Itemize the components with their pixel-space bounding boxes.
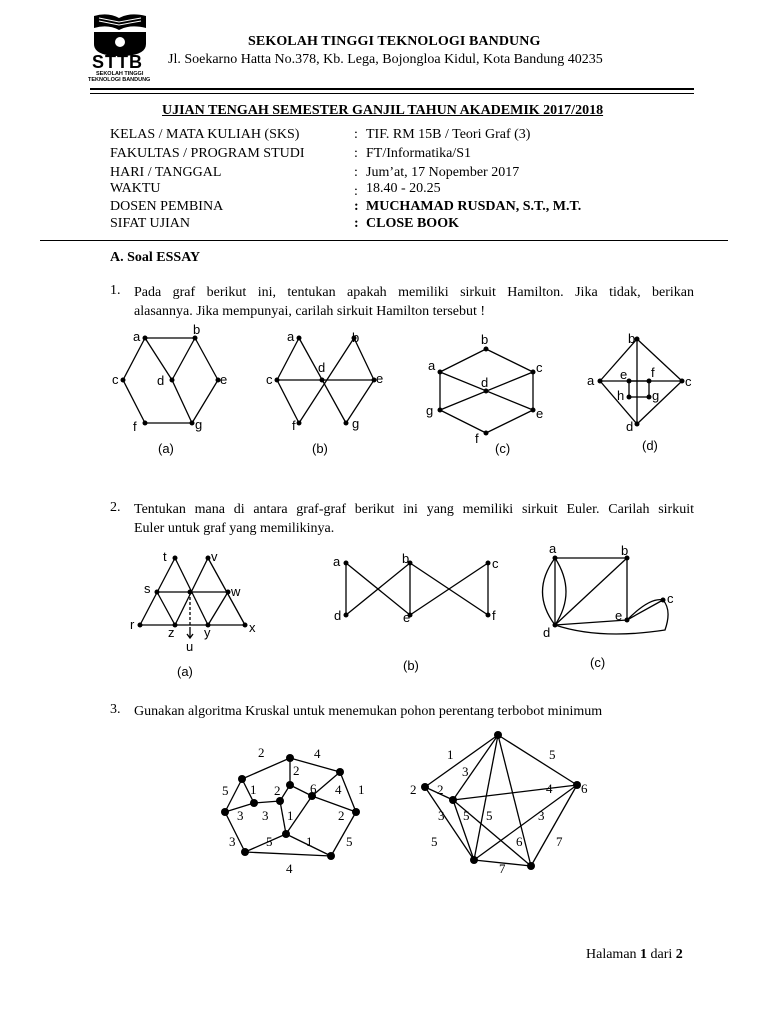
vertex-label: c — [492, 556, 499, 571]
vertex-label: f — [292, 418, 296, 433]
edge-weight: 5 — [266, 834, 273, 849]
graph-caption: (c) — [590, 655, 606, 670]
q2-labels — [130, 541, 674, 679]
edge-weight: 2 — [410, 782, 417, 797]
question-number: 3. — [110, 702, 121, 717]
question-line: Euler untuk graf yang memilikinya. — [134, 521, 335, 536]
logo-subtitle-2: TEKNOLOGI BANDUNG — [88, 77, 151, 83]
graph-caption: (a) — [158, 441, 174, 456]
vertex-label: c — [536, 360, 543, 375]
q2-graph-b — [346, 563, 488, 615]
vertex-label: g — [426, 403, 434, 418]
info-colon: : — [354, 184, 358, 199]
edge-weight: 2 — [274, 783, 281, 798]
edge-weight: 3 — [237, 808, 244, 823]
edge-weight: 7 — [499, 861, 506, 876]
edge-weight: 3 — [538, 808, 545, 823]
edge-weight: 2 — [338, 808, 345, 823]
q3-weights — [222, 745, 588, 876]
logo-subtitle-1: SEKOLAH TINGGI — [96, 71, 144, 77]
q2-graph-c — [543, 558, 669, 634]
edge-weight: 5 — [486, 808, 493, 823]
vertex-label: e — [403, 610, 411, 625]
vertex-label: b — [352, 330, 360, 345]
vertex-label: d — [543, 625, 551, 640]
vertex-label: a — [428, 358, 436, 373]
vertex-label: c — [266, 372, 273, 387]
question-3-text — [134, 702, 694, 721]
vertex-label: e — [536, 406, 544, 421]
vertex-label: b — [402, 551, 410, 566]
vertex-label: b — [628, 331, 636, 346]
edge-weight: 1 — [447, 747, 454, 762]
info-colon: : — [354, 216, 359, 231]
info-colon: : — [354, 146, 358, 161]
vertex-label: d — [481, 375, 489, 390]
info-value: Jum’at, 17 Nopember 2017 — [366, 165, 520, 180]
edge-weight: 3 — [229, 834, 236, 849]
info-colon: : — [354, 165, 358, 180]
edge-weight: 4 — [314, 746, 321, 761]
vertex-label: d — [334, 608, 342, 623]
vertex-label: d — [626, 419, 634, 434]
school-address: Jl. Soekarno Hatta No.378, Kb. Lega, Bojongloa Kidul, Kota Bandung 40235 — [168, 52, 603, 67]
vertex-label: f — [133, 419, 137, 434]
edge-weight: 5 — [431, 834, 438, 849]
question-line: Pada graf berikut ini, tentukan apakah memiliki sirkuit Hamilton. Jika tidak, berikan — [134, 285, 694, 300]
q2-graph-a — [140, 558, 245, 638]
school-name: SEKOLAH TINGGI TEKNOLOGI BANDUNG — [248, 34, 541, 49]
info-label: DOSEN PEMBINA — [110, 199, 224, 214]
graph-caption: (c) — [495, 441, 511, 456]
vertex-label: c — [667, 591, 674, 606]
vertex-label: a — [333, 554, 341, 569]
edge-weight: 1 — [287, 808, 294, 823]
vertex-label: d — [157, 373, 165, 388]
edge-weight: 4 — [286, 861, 293, 876]
question-line: alasannya. Jika mempunyai, carilah sirkuit Hamilton tersebut ! — [134, 304, 486, 319]
info-value: CLOSE BOOK — [366, 216, 459, 231]
edge-weight: 2 — [437, 782, 444, 797]
q1-graph-b — [277, 338, 374, 423]
vertex-label: x — [249, 620, 256, 635]
vertex-label: d — [318, 360, 326, 375]
q1-labels — [112, 322, 692, 456]
vertex-label: e — [620, 367, 628, 382]
vertex-label: w — [231, 584, 241, 599]
vertex-label: s — [144, 581, 151, 596]
vertex-label: t — [163, 549, 167, 564]
vertex-label: g — [195, 417, 203, 432]
edge-weight: 6 — [516, 834, 523, 849]
vertex-label: f — [651, 365, 655, 380]
question-line: Gunakan algoritma Kruskal untuk menemukan pohon perentang terbobot minimum — [134, 704, 603, 719]
graph-vertices — [121, 336, 685, 871]
vertex-label: c — [112, 372, 119, 387]
vertex-label: v — [211, 549, 218, 564]
question-2-text — [134, 500, 694, 538]
info-value: 18.40 - 20.25 — [366, 181, 441, 196]
exam-title: UJIAN TENGAH SEMESTER GANJIL TAHUN AKADEMIK 2017/2018 — [162, 103, 604, 118]
vertex-label: e — [220, 372, 228, 387]
graph-caption: (b) — [403, 658, 419, 673]
info-label: SIFAT UJIAN — [110, 216, 190, 231]
edge-weight: 4 — [335, 782, 342, 797]
footer-prefix: Halaman — [586, 947, 641, 962]
info-label: KELAS / MATA KULIAH (SKS) — [110, 127, 300, 142]
vertex-label: f — [475, 431, 479, 446]
vertex-label: b — [621, 543, 629, 558]
info-value: FT/Informatika/S1 — [366, 146, 471, 161]
section-title: A. Soal ESSAY — [110, 250, 201, 265]
vertex-label: a — [133, 329, 141, 344]
edge-weight: 2 — [293, 763, 300, 778]
vertex-label: b — [481, 332, 489, 347]
info-label: FAKULTAS / PROGRAM STUDI — [110, 146, 305, 161]
vertex-label: e — [615, 608, 623, 623]
vertex-label: c — [685, 374, 692, 389]
info-value: MUCHAMAD RUSDAN, S.T., M.T. — [366, 199, 582, 214]
info-value: TIF. RM 15B / Teori Graf (3) — [366, 127, 531, 142]
question-line: Tentukan mana di antara graf-graf berikut ini yang memiliki sirkuit Euler. Carilah sirkuit — [134, 502, 694, 517]
info-colon: : — [354, 199, 359, 214]
vertex-label: z — [168, 625, 175, 640]
question-number: 1. — [110, 283, 121, 298]
graph-caption: (b) — [312, 441, 328, 456]
edge-weight: 6 — [310, 781, 317, 796]
edge-weight: 5 — [549, 747, 556, 762]
vertex-label: g — [652, 388, 660, 403]
edge-weight: 3 — [438, 808, 445, 823]
logo-wordmark: STTB — [92, 52, 143, 72]
edge-weight: 5 — [222, 783, 229, 798]
info-label: WAKTU — [110, 181, 161, 196]
vertex-label: b — [193, 322, 201, 337]
footer-mid: dari — [647, 947, 676, 962]
vertex-label: a — [549, 541, 557, 556]
vertex-label: a — [587, 373, 595, 388]
edge-weight: 3 — [462, 764, 469, 779]
edge-weight: 1 — [358, 782, 365, 797]
vertex-label: f — [492, 608, 496, 623]
vertex-label: h — [617, 388, 625, 403]
edge-weight: 3 — [262, 808, 269, 823]
vertex-label: y — [204, 625, 211, 640]
info-colon: : — [354, 127, 358, 142]
edge-weight: 4 — [546, 781, 553, 796]
q1-graph-d — [600, 339, 682, 424]
edge-weight: 1 — [250, 782, 257, 797]
vertex-label: g — [352, 416, 360, 431]
vertex-label: r — [130, 617, 135, 632]
question-number: 2. — [110, 500, 121, 515]
edge-weight: 2 — [258, 745, 265, 760]
edge-weight: 1 — [306, 834, 313, 849]
footer-total: 2 — [675, 947, 683, 962]
graph-caption: (d) — [642, 438, 658, 453]
page-footer — [586, 947, 683, 963]
graph-caption: (a) — [177, 664, 193, 679]
edge-weight: 5 — [463, 808, 470, 823]
footer-page: 1 — [640, 947, 648, 962]
edge-weight: 7 — [556, 834, 563, 849]
vertex-label: u — [186, 639, 194, 654]
vertex-label: e — [376, 371, 384, 386]
info-label: HARI / TANGGAL — [110, 165, 222, 180]
edge-weight: 5 — [346, 834, 353, 849]
vertex-label: a — [287, 329, 295, 344]
edge-weight: 6 — [581, 781, 588, 796]
